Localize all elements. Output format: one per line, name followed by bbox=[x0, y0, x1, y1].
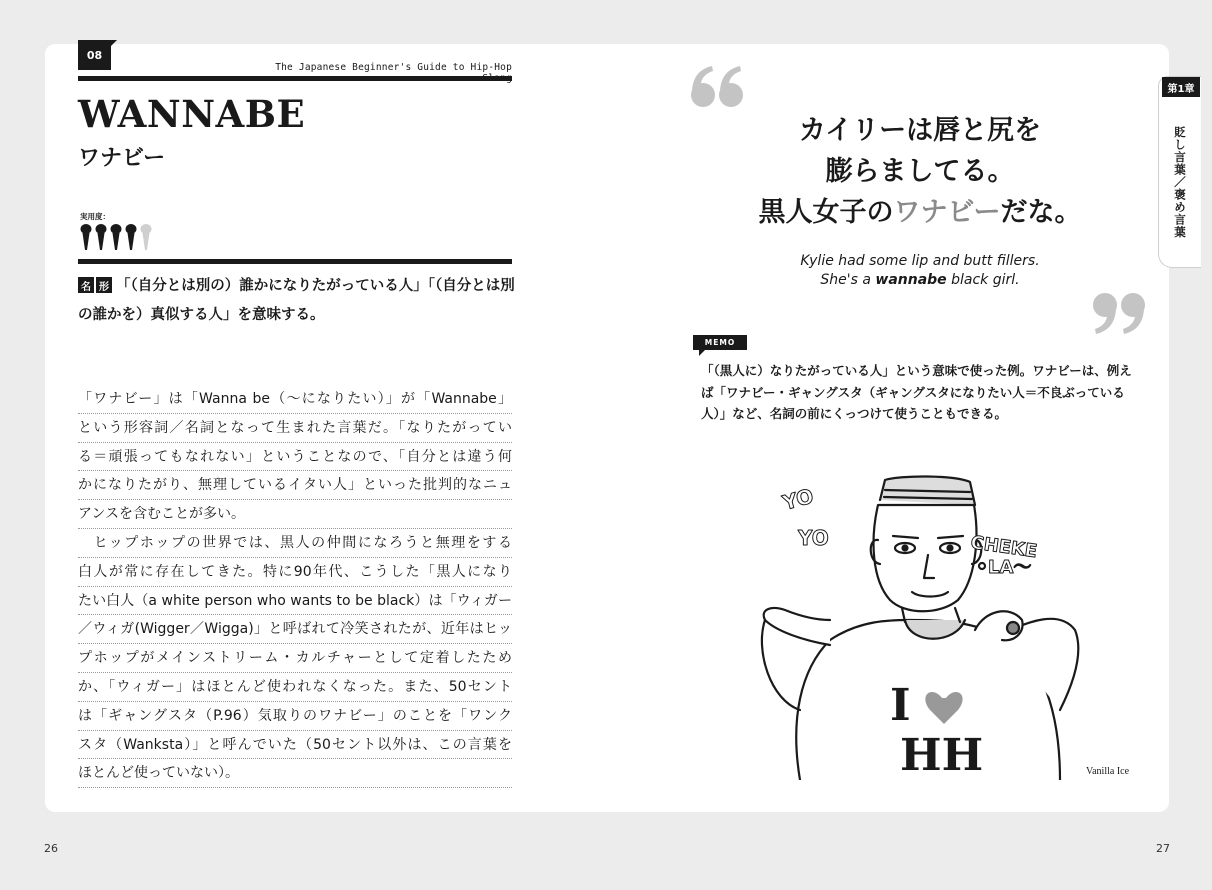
left-page-number: 26 bbox=[44, 842, 58, 855]
example-jp-line: カイリーは唇と尻を bbox=[798, 115, 1042, 146]
chapter-title: 貶し言葉／褒め言葉 bbox=[1173, 126, 1187, 239]
mic-filled-icon bbox=[80, 224, 92, 251]
usage-label: 実用度： bbox=[80, 212, 110, 221]
definition-rule bbox=[78, 259, 512, 264]
body-line: ほとんど使っていない）。 bbox=[78, 759, 512, 788]
mic-filled-icon bbox=[110, 224, 122, 251]
example-jp-pre: 黒人女子の bbox=[758, 197, 894, 228]
example-en-post: black girl. bbox=[946, 272, 1020, 288]
memo-text: 「（黒人に）なりたがっている人」という意味で使った例。ワナビーは、例えば「ワナビー・ギャングスタ（ギャングスタになりたい人＝不良ぶっている人）」など、名詞の前にくっつけて使うこともできる。 bbox=[701, 363, 1132, 421]
usage-rating-mics bbox=[80, 224, 152, 251]
body-text bbox=[78, 385, 512, 788]
example-jp-highlight: ワナビー bbox=[893, 197, 1001, 228]
definition-text: 「（自分とは別の）誰かになりたがっている人」「（自分とは別の誰かを）真似する人」を意味する。 bbox=[78, 278, 515, 323]
headword-reading: ワナビー bbox=[78, 146, 166, 171]
adjective-badge: 形 bbox=[96, 277, 112, 293]
body-line: る＝頑張ってもなれない」ということなので、「自分とは違う何 bbox=[78, 443, 512, 472]
top-rule bbox=[78, 76, 512, 81]
shirt-text-i: I bbox=[890, 680, 911, 731]
vanilla-ice-illustration bbox=[760, 470, 1090, 780]
body-line: か、「ウィガー」はほとんど使われなくなった。また、50セント bbox=[78, 673, 512, 702]
entry-number-tab bbox=[78, 40, 111, 70]
body-line: という形容詞／名詞となって生まれた言葉だ。「なりたがってい bbox=[78, 414, 512, 443]
body-line: 白人が常に存在してきた。特に90年代、こうした「黒人になり bbox=[78, 558, 512, 587]
example-jp-line bbox=[700, 192, 1140, 233]
body-line: スタ（Wanksta）」と呼んでいた（50セント以外は、この言葉を bbox=[78, 731, 512, 760]
body-line: は「ギャングスタ（P.96）気取りのワナビー」のことを「ワンク bbox=[78, 702, 512, 731]
open-quote-icon bbox=[690, 66, 746, 110]
illustration-caption: Vanilla Ice bbox=[1086, 766, 1130, 777]
example-sentence-en bbox=[700, 252, 1140, 290]
guide-title: The Japanese Beginner's Guide to Hip-Hop bbox=[275, 62, 512, 73]
body-line: かになりたがり、無理しているイタい人」といった批判的なニュ bbox=[78, 471, 512, 500]
illustration-yo-1: YO bbox=[780, 483, 817, 515]
illustration-la: LA〜 bbox=[988, 557, 1032, 578]
chapter-label: 第1章 bbox=[1162, 77, 1200, 97]
body-line: ヒップホップの世界では、黒人の仲間になろうと無理をする bbox=[78, 529, 512, 558]
body-line: プホップがメインストリーム・カルチャーとして定着したため bbox=[78, 644, 512, 673]
example-jp-post: だな。 bbox=[1000, 197, 1082, 228]
mic-filled-icon bbox=[95, 224, 107, 251]
mic-empty-icon bbox=[140, 224, 152, 251]
body-line: たい白人（a white person who wants to be black）は「ウィガー bbox=[78, 587, 512, 616]
example-en-line bbox=[700, 271, 1140, 290]
body-line: アンスを含むことが多い。 bbox=[78, 500, 512, 529]
memo-label: MEMO bbox=[693, 335, 747, 350]
close-quote-icon bbox=[1090, 290, 1146, 334]
example-sentence-jp bbox=[700, 110, 1140, 233]
example-en-pre: She's a bbox=[820, 272, 876, 288]
example-jp-line: 膨らましてる。 bbox=[825, 156, 1015, 187]
entry-number: 08 bbox=[86, 48, 103, 62]
illustration-cheke: CHEKE bbox=[969, 532, 1039, 563]
noun-badge: 名 bbox=[78, 277, 94, 293]
mic-filled-icon bbox=[125, 224, 137, 251]
headword: WANNABE bbox=[78, 92, 306, 136]
shirt-text-hh: HH bbox=[900, 730, 984, 780]
body-line: 「ワナビー」は「Wanna be（〜になりたい）」が「Wannabe」 bbox=[78, 385, 512, 414]
example-en-line: Kylie had some lip and butt fillers. bbox=[800, 253, 1040, 269]
example-en-bold: wannabe bbox=[875, 272, 947, 288]
body-line: ／ウィガ(Wigger／Wigga)」と呼ばれて冷笑されたが、近年はヒッ bbox=[78, 615, 512, 644]
illustration-yo-2: YO bbox=[798, 526, 829, 550]
right-page-number: 27 bbox=[1156, 842, 1170, 855]
